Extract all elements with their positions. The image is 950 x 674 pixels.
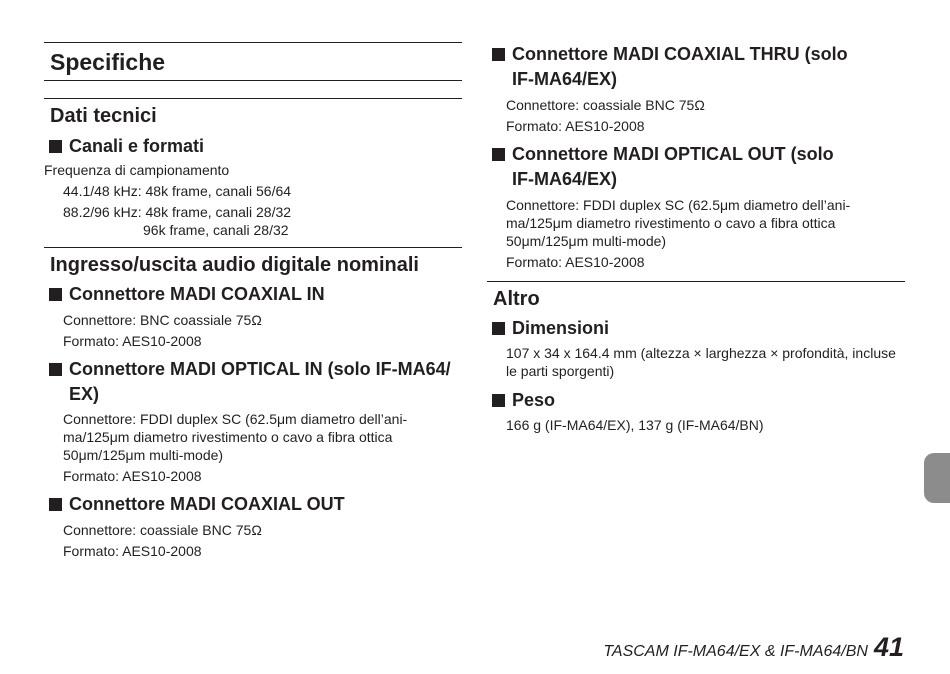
- peso-body: [487, 416, 905, 434]
- spec-line: Formato: AES10-2008: [63, 468, 202, 484]
- subsection-label: [512, 142, 834, 192]
- heading-line: Connettore MADI OPTICAL OUT (solo: [512, 144, 834, 164]
- left-column: [44, 42, 462, 560]
- optical-in-body: [44, 410, 462, 485]
- page-title: Specifiche: [44, 42, 462, 81]
- subsection-coaxial-in: [44, 282, 462, 307]
- spec-key: 88.2/96 kHz:: [63, 204, 146, 220]
- heading-line: Connettore MADI OPTICAL IN (solo IF-MA64/: [69, 359, 451, 379]
- heading-line: EX): [69, 384, 100, 404]
- bullet-square-icon: [492, 48, 505, 61]
- footer-product-name: TASCAM IF-MA64/EX & IF-MA64/BN: [603, 643, 868, 660]
- spec-line: ma/125μm diametro rivestimento o cavo a fibra ottica: [506, 215, 836, 231]
- spec-line: Connettore: FDDI duplex SC (62.5μm diametro dell’ani-: [506, 197, 851, 213]
- bullet-square-icon: [49, 498, 62, 511]
- bullet-square-icon: [492, 394, 505, 407]
- subsection-label: Connettore MADI COAXIAL OUT: [69, 494, 345, 514]
- spec-line: Connettore: FDDI duplex SC (62.5μm diametro dell’ani-: [63, 411, 408, 427]
- subsection-canali-formati: [44, 134, 462, 159]
- spec-line: Formato: AES10-2008: [63, 333, 202, 349]
- coaxial-in-body: [44, 311, 462, 350]
- subsection-coaxial-out: [44, 492, 462, 517]
- bullet-square-icon: [492, 322, 505, 335]
- coaxial-thru-body: [487, 96, 905, 135]
- spec-line: Connettore: BNC coassiale 75Ω: [63, 312, 262, 328]
- subsection-coaxial-thru: [487, 42, 905, 92]
- subsection-label: [512, 42, 848, 92]
- spec-line: 50μm/125μm multi-mode): [506, 233, 667, 249]
- coaxial-out-body: [44, 521, 462, 560]
- spec-value: 48k frame, canali 28/32: [145, 204, 292, 220]
- subsection-label: Peso: [512, 390, 556, 410]
- spec-value: 96k frame, canali 28/32: [143, 222, 289, 238]
- bullet-square-icon: [49, 363, 62, 376]
- page-footer: [603, 632, 904, 663]
- dimensioni-body: [487, 344, 905, 380]
- bullet-square-icon: [492, 148, 505, 161]
- spec-value: 48k frame, canali 56/64: [145, 183, 292, 199]
- subsection-peso: [487, 388, 905, 413]
- canali-body: [44, 161, 462, 239]
- subsection-label: [69, 357, 451, 407]
- spec-key: 44.1/48 kHz:: [63, 183, 146, 199]
- bullet-square-icon: [49, 288, 62, 301]
- chapter-tab: [924, 453, 950, 503]
- heading-line: Connettore MADI COAXIAL THRU (solo: [512, 44, 848, 64]
- subsection-optical-out: [487, 142, 905, 192]
- spec-row: [44, 221, 462, 239]
- spec-line: ma/125μm diametro rivestimento o cavo a fibra ottica: [63, 429, 393, 445]
- heading-line: IF-MA64/EX): [512, 169, 618, 189]
- subsection-optical-in: [44, 357, 462, 407]
- spec-line: 50μm/125μm multi-mode): [63, 447, 224, 463]
- subsection-label: Connettore MADI COAXIAL IN: [69, 284, 325, 304]
- spec-line: Connettore: coassiale BNC 75Ω: [506, 97, 705, 113]
- spec-line: Formato: AES10-2008: [506, 118, 645, 134]
- section-dati-tecnici: Dati tecnici: [44, 98, 462, 129]
- bullet-square-icon: [49, 140, 62, 153]
- section-ingresso-uscita: Ingresso/uscita audio digitale nominali: [44, 247, 462, 278]
- optical-out-body: [487, 196, 905, 271]
- spec-row: [44, 182, 462, 200]
- spec-line: 166 g (IF-MA64/EX), 137 g (IF-MA64/BN): [506, 417, 764, 433]
- section-altro: Altro: [487, 281, 905, 312]
- subsection-label: Canali e formati: [69, 136, 205, 156]
- subsection-dimensioni: [487, 316, 905, 341]
- page-number: 41: [873, 632, 904, 662]
- heading-line: IF-MA64/EX): [512, 69, 618, 89]
- spec-line: Formato: AES10-2008: [63, 543, 202, 559]
- spec-line: Connettore: coassiale BNC 75Ω: [63, 522, 262, 538]
- sampling-rate-label: Frequenza di campionamento: [44, 162, 230, 178]
- spec-line: le parti sporgenti): [506, 363, 615, 379]
- spec-row: [44, 203, 462, 221]
- spec-line: 107 x 34 x 164.4 mm (altezza × larghezza × profondità, incluse: [506, 345, 896, 361]
- right-column: [487, 42, 905, 434]
- subsection-label: Dimensioni: [512, 318, 610, 338]
- spec-line: Formato: AES10-2008: [506, 254, 645, 270]
